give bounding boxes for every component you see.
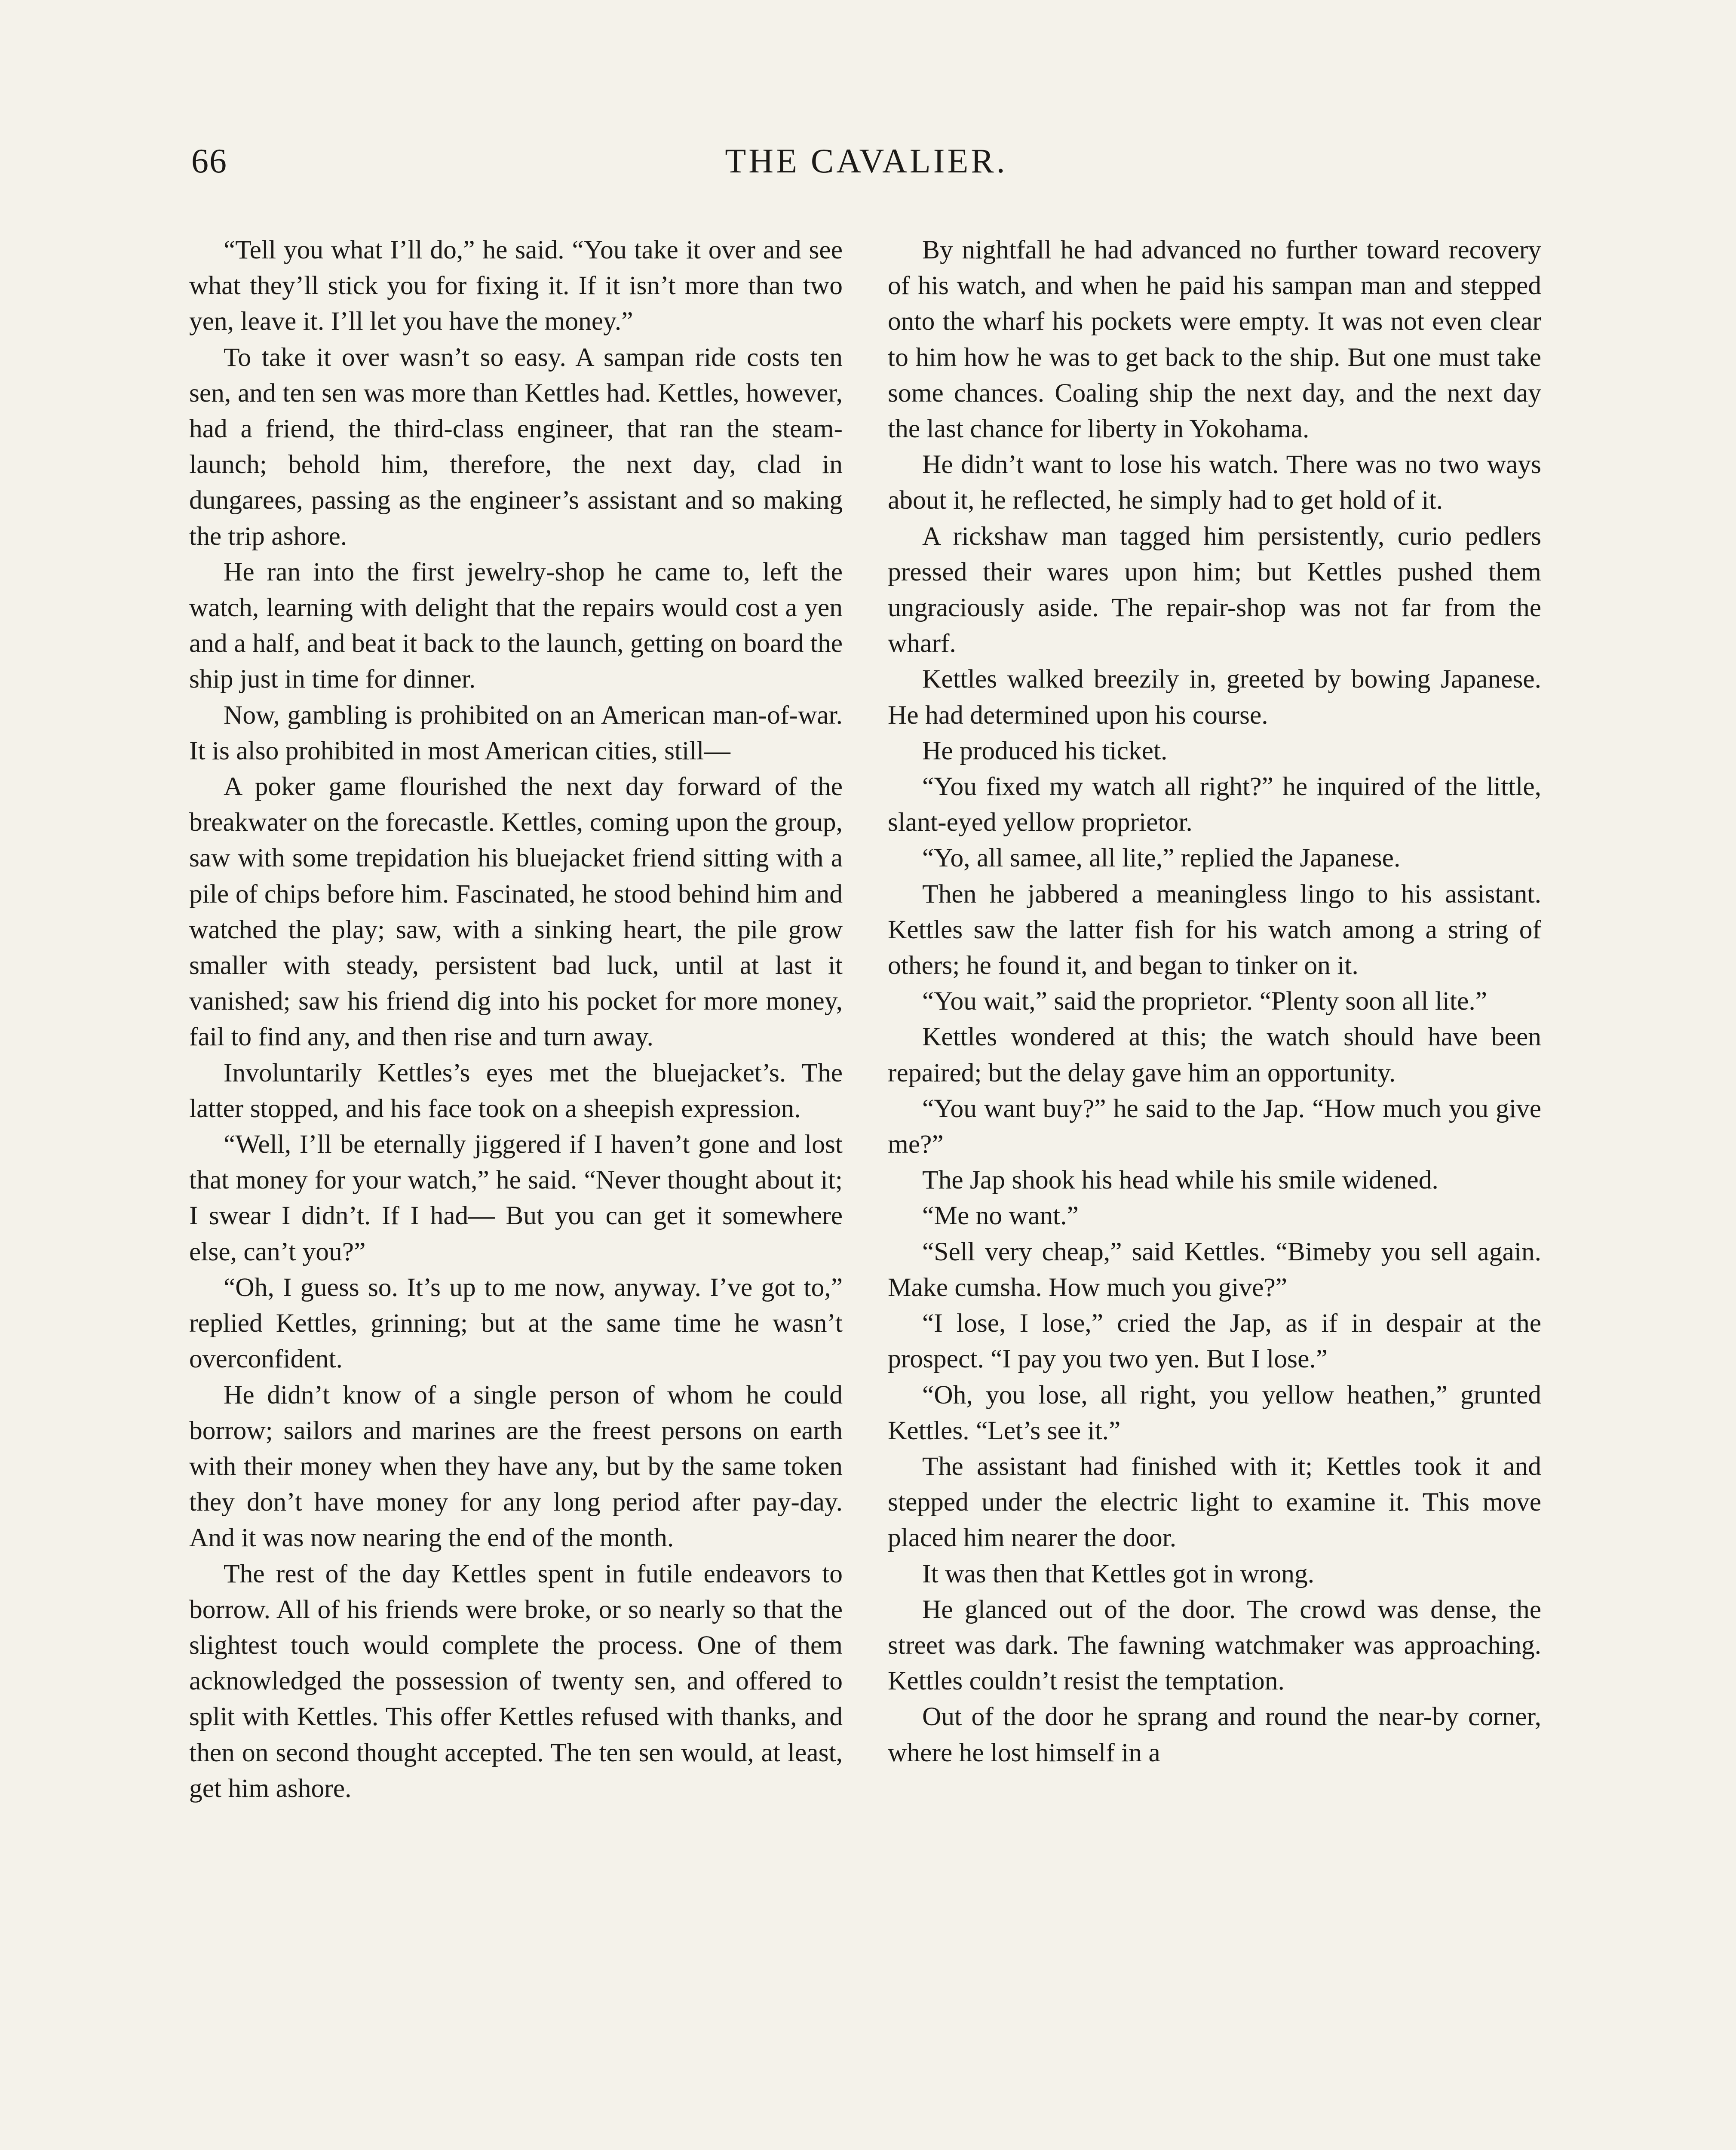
paragraph: Then he jabbered a meaningless lingo to his assistant. Kettles saw the latter fish for his watch among a string of others; he found it, and began to tinker on it. — [888, 879, 1541, 980]
paragraph: He didn’t know of a single person of whom he could borrow; sailors and marines are the freest persons on earth with their money when they have any, but by the same token they don’t have money for any long period after pay-day. And it was now nearing the end of the month. — [189, 1380, 843, 1553]
paragraph: Kettles wondered at this; the watch should have been repaired; but the delay gave him an opportunity. — [888, 1022, 1541, 1087]
paragraph: He produced his ticket. — [922, 736, 1168, 765]
paragraph: He glanced out of the door. The crowd was dense, the street was dark. The fawning watchmaker was approaching. Kettles couldn’t resist the temptation. — [888, 1594, 1541, 1696]
paragraph: “Me no want.” — [922, 1201, 1079, 1231]
paragraph: Out of the door he sprang and round the near-by corner, where he lost himself in a — [888, 1702, 1541, 1767]
paragraph: “Well, I’ll be eternally jiggered if I haven’t gone and lost that money for your watch,” he said. “Never thought about it; I swear I didn’t. If I had— But you can get it somewhere else, can’t you?” — [189, 1130, 843, 1266]
page-number: 66 — [191, 142, 227, 180]
paragraph: A rickshaw man tagged him persistently, curio pedlers pressed their wares upon him; but Kettles pushed them ungraciously aside. The repair-shop was not far from the wharf. — [888, 521, 1541, 658]
running-head — [191, 142, 1541, 189]
journal-title: THE CAVALIER. — [725, 142, 1008, 180]
left-column — [189, 232, 843, 1806]
right-column — [888, 232, 1541, 1771]
paragraph: To take it over wasn’t so easy. A sampan ride costs ten sen, and ten sen was more than Kettles had. Kettles, however, had a friend, the third-class engineer, that ran the steam-launch; behold him, therefore, the next day, clad in dungarees, passing as the engineer’s assistant and so making the trip ashore. — [189, 342, 843, 551]
paragraph: “You wait,” said the proprietor. “Plenty soon all lite.” — [922, 986, 1488, 1016]
paragraph: “You fixed my watch all right?” he inquired of the little, slant-eyed yellow proprietor. — [888, 772, 1541, 837]
paragraph: It was then that Kettles got in wrong. — [922, 1559, 1315, 1588]
paragraph: “Tell you what I’ll do,” he said. “You take it over and see what they’ll stick you for fixing it. If it isn’t more than two yen, leave it. I’ll let you have the money.” — [189, 235, 843, 336]
paragraph: Now, gambling is prohibited on an American man-of-war. It is also prohibited in most American cities, still— — [189, 700, 843, 765]
paragraph: He ran into the first jewelry-shop he came to, left the watch, learning with delight that the repairs would cost a yen and a half, and beat it back to the launch, getting on board the ship just in time for dinner. — [189, 557, 843, 694]
paragraph: Involuntarily Kettles’s eyes met the bluejacket’s. The latter stopped, and his face took on a sheepish expression. — [189, 1058, 843, 1123]
paragraph: “Yo, all samee, all lite,” replied the Japanese. — [922, 843, 1401, 873]
paragraph: “I lose, I lose,” cried the Jap, as if in despair at the prospect. “I pay you two yen. But I lose.” — [888, 1308, 1541, 1374]
paragraph: “Oh, you lose, all right, you yellow heathen,” grunted Kettles. “Let’s see it.” — [888, 1380, 1541, 1445]
paragraph: A poker game flourished the next day forward of the breakwater on the forecastle. Kettles, coming upon the group, saw with some trepidation his bluejacket friend sitting with a pile of chips before him. Fascinated, he stood behind him and watched the play; saw, with a sinking heart, the pile grow smaller with steady, persistent bad luck, until at last it vanished; saw his friend dig into his pocket for more money, fail to find any, and then rise and turn away. — [189, 772, 843, 1052]
paragraph: By nightfall he had advanced no further toward recovery of his watch, and when he paid his sampan man and stepped onto the wharf his pockets were empty. It was not even clear to him how he was to get back to the ship. But one must take some chances. Coaling ship the next day, and the next day the last chance for liberty in Yokohama. — [888, 235, 1541, 444]
paragraph: “You want buy?” he said to the Jap. “How much you give me?” — [888, 1093, 1541, 1159]
paragraph: He didn’t want to lose his watch. There was no two ways about it, he reflected, he simply had to get hold of it. — [888, 450, 1541, 515]
paragraph: Kettles walked breezily in, greeted by bowing Japanese. He had determined upon his course. — [888, 664, 1541, 730]
paragraph: “Oh, I guess so. It’s up to me now, anyway. I’ve got to,” replied Kettles, grinning; but at the same time he wasn’t overconfident. — [189, 1272, 843, 1374]
paragraph: “Sell very cheap,” said Kettles. “Bimeby you sell again. Make cumsha. How much you give?” — [888, 1237, 1541, 1302]
paragraph: The assistant had finished with it; Kettles took it and stepped under the electric light to examine it. This move placed him nearer the door. — [888, 1451, 1541, 1553]
paragraph: The rest of the day Kettles spent in futile endeavors to borrow. All of his friends were broke, or so nearly so that the slightest touch would complete the process. One of them acknowledged the possession of twenty sen, and offered to split with Kettles. This offer Kettles refused with thanks, and then on second thought accepted. The ten sen would, at least, get him ashore. — [189, 1559, 843, 1803]
paragraph: The Jap shook his head while his smile widened. — [922, 1165, 1438, 1195]
